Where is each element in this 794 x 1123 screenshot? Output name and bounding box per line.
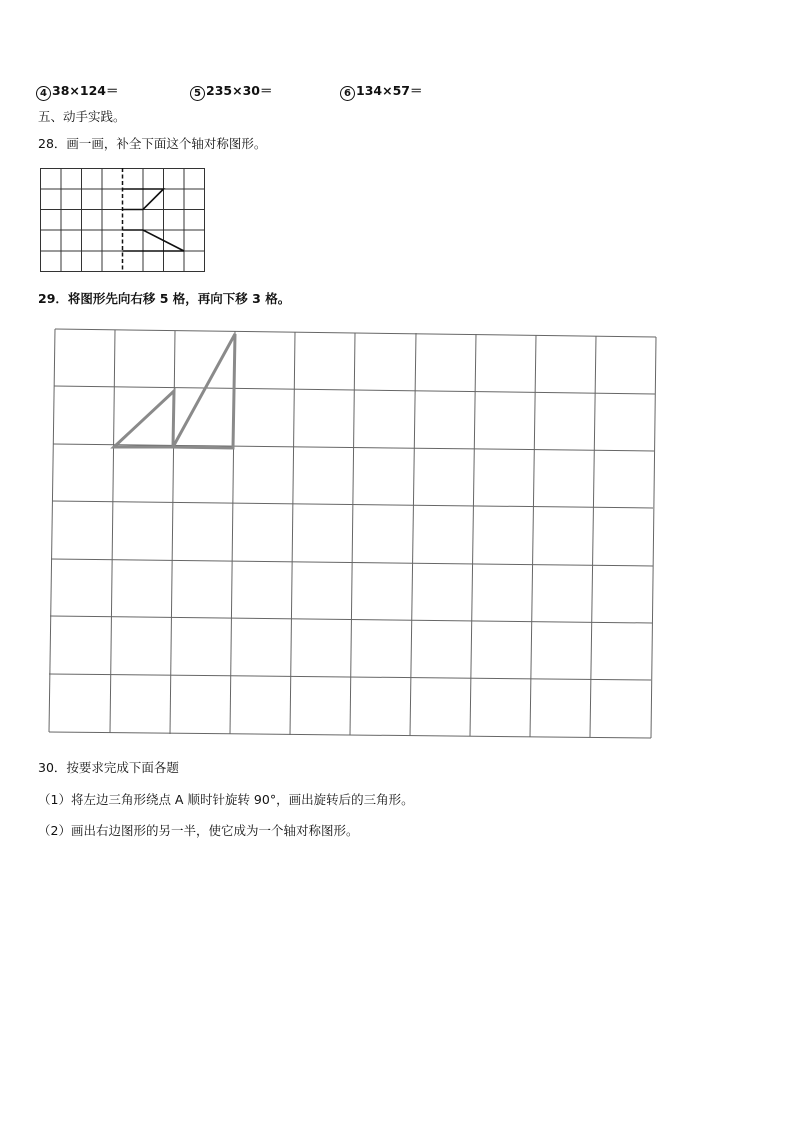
large-triangle (173, 334, 235, 448)
calc-expression: 38×124＝ (52, 83, 119, 98)
calc-expression: 134×57＝ (356, 83, 423, 98)
small-triangle (114, 391, 174, 447)
q30-part1: （1）将左边三角形绕点 A 顺时针旋转 90°，画出旋转后的三角形。 (38, 792, 414, 807)
circled-number: 4 (36, 86, 51, 101)
q29-label: 29．将图形先向右移 5 格，再向下移 3 格。 (38, 291, 291, 306)
q28-label: 28．画一画，补全下面这个轴对称图形。 (38, 136, 267, 151)
q30-label: 30．按要求完成下面各题 (38, 760, 179, 775)
calc-expression: 235×30＝ (206, 83, 273, 98)
section-five-title: 五、动手实践。 (38, 109, 126, 124)
circled-number: 5 (190, 86, 205, 101)
circled-number: 6 (340, 86, 355, 101)
grid-lines (49, 329, 656, 738)
q30-part2: （2）画出右边图形的另一半，使它成为一个轴对称图形。 (38, 823, 359, 838)
